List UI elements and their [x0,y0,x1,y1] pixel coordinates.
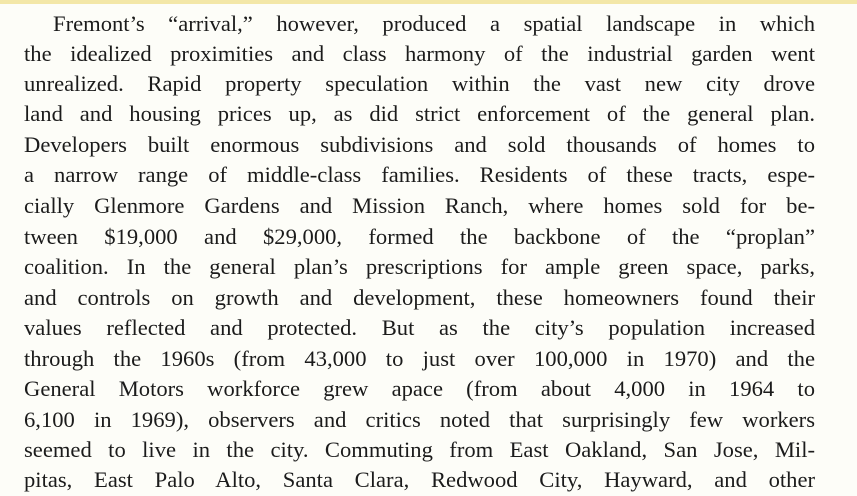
text-line: General Motors workforce grew apace (from about 4,000 in 1964 to [24,376,815,401]
text-line: Developers built enormous subdivisions and sold thousands of homes to [24,132,815,157]
text-line: a narrow range of middle-class families. Residents of these tracts, espe- [24,162,815,187]
text-line: tween $19,000 and $29,000, formed the backbone of the “proplan” [24,224,815,249]
text-line: seemed to live in the city. Commuting from East Oakland, San Jose, Mil- [24,437,815,462]
text-line: values reflected and protected. But as the city’s population increased [24,315,815,340]
text-line: pitas, East Palo Alto, Santa Clara, Redwood City, Hayward, and other [24,467,815,492]
text-line: cially Glenmore Gardens and Mission Ranch, where homes sold for be- [24,193,815,218]
text-line: 6,100 in 1969), observers and critics noted that surprisingly few workers [24,407,815,432]
text-line: the idealized proximities and class harmony of the industrial garden went [24,41,815,66]
text-line: Fremont’s “arrival,” however, produced a spatial landscape in which [53,11,815,36]
text-line: and controls on growth and development, these homeowners found their [24,285,815,310]
text-line: coalition. In the general plan’s prescriptions for ample green space, parks, [24,254,815,279]
text-line: unrealized. Rapid property speculation within the vast new city drove [24,71,815,96]
text-line: land and housing prices up, as did strict enforcement of the general plan. [24,101,815,126]
text-line: through the 1960s (from 43,000 to just over 100,000 in 1970) and the [24,346,815,371]
